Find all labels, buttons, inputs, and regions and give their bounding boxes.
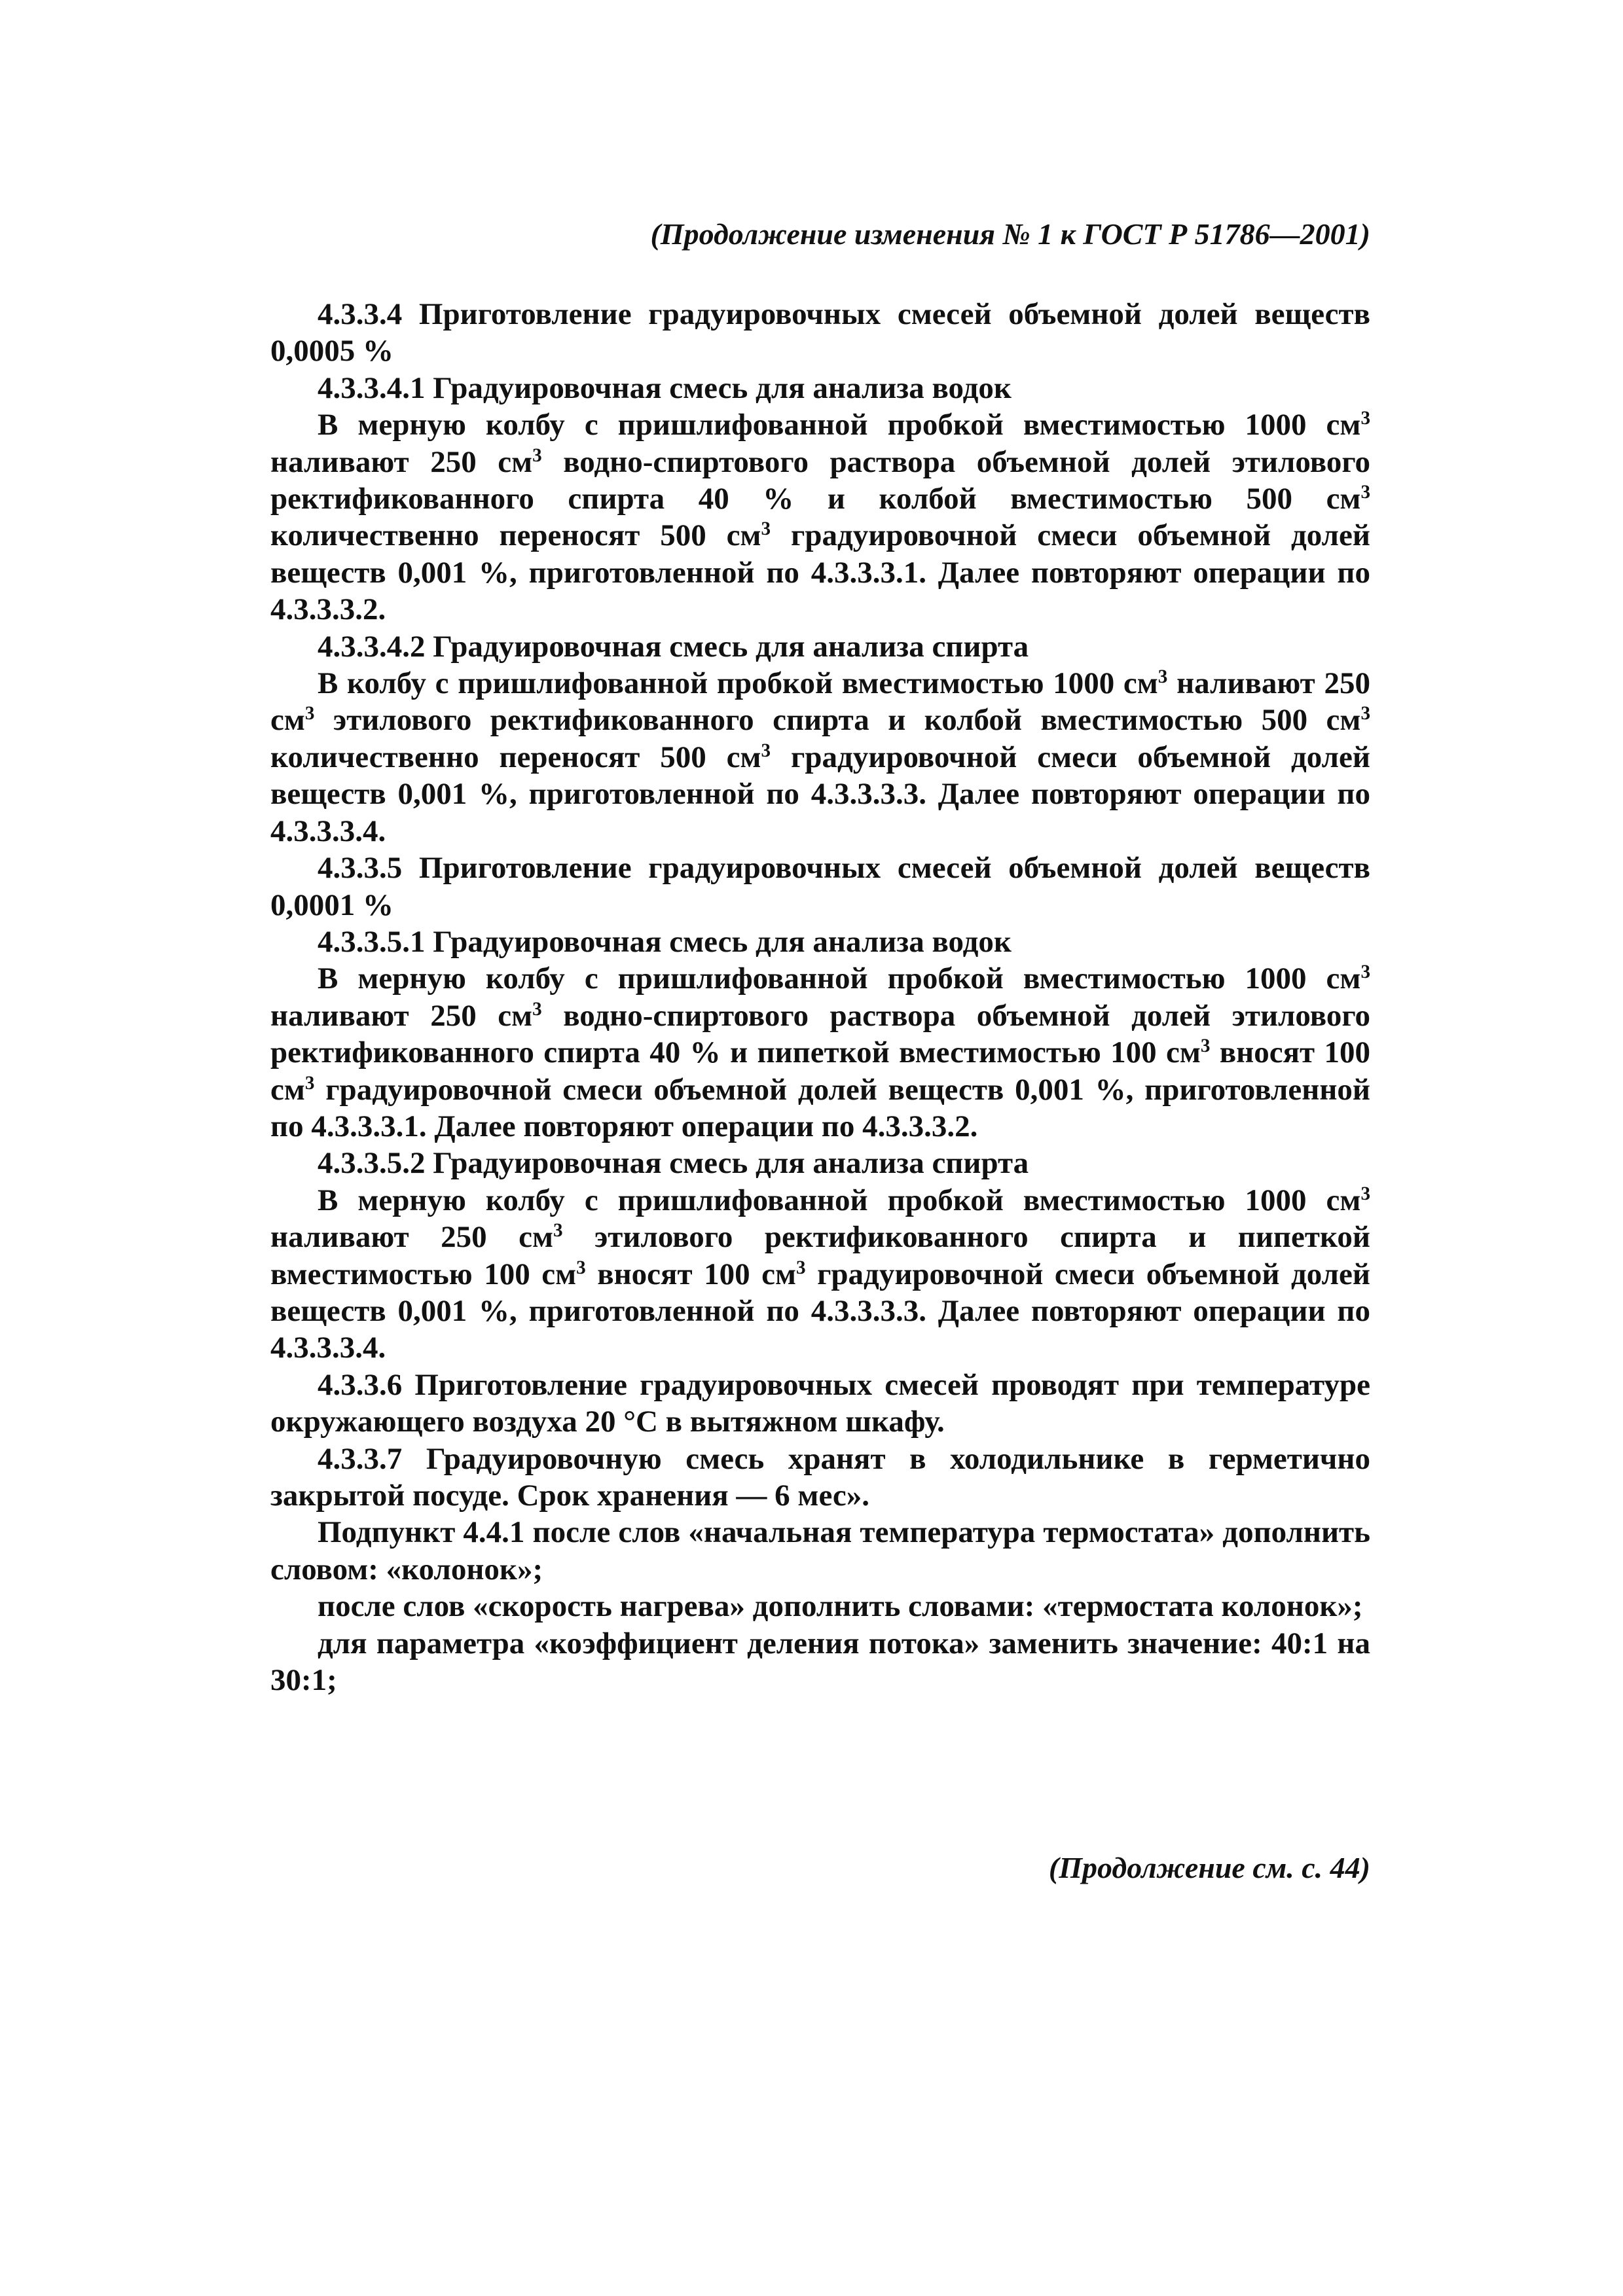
text-run: этилового ректификованного спирта и пипеткой вместимостью 100 см xyxy=(270,1220,1370,1291)
text-run: 4.3.3.4.1 Градуировочная смесь для анализа водок xyxy=(318,370,1012,405)
paragraph xyxy=(270,1182,1370,1367)
text-run: наливают 250 см xyxy=(270,1220,553,1255)
superscript: 3 xyxy=(553,1220,563,1242)
superscript: 3 xyxy=(1360,482,1370,503)
text-run: Подпункт 4.4.1 после слов «начальная температура термостата» дополнить словом: «колонок»; xyxy=(270,1515,1370,1587)
superscript: 3 xyxy=(304,1072,315,1094)
paragraph xyxy=(270,1514,1370,1588)
text-run: В мерную колбу с пришлифованной пробкой вместимостью 1000 см xyxy=(318,1183,1361,1217)
superscript: 3 xyxy=(576,1257,586,1278)
superscript: 3 xyxy=(1360,703,1370,725)
paragraph xyxy=(270,1588,1370,1624)
text-run: градуировочной смеси объемной долей веществ 0,001 %, приготовленной по 4.3.3.3.1. Далее повторяют операции по 4.3.3.3.2. xyxy=(270,518,1370,627)
document-page xyxy=(270,0,1370,2296)
text-run: вносят 100 см xyxy=(270,1035,1370,1107)
paragraph xyxy=(270,370,1370,406)
page-footer: (Продолжение см. с. 44) xyxy=(1048,1851,1370,1884)
text-run: 4.3.3.7 Градуировочную смесь хранят в холодильнике в герметично закрытой посуде. Срок хранения — 6 мес». xyxy=(270,1441,1370,1513)
text-run: после слов «скорость нагрева» дополнить словами: «термостата колонок»; xyxy=(318,1589,1363,1624)
text-run: В мерную колбу с пришлифованной пробкой вместимостью 1000 см xyxy=(318,961,1361,996)
superscript: 3 xyxy=(1360,408,1370,429)
paragraph xyxy=(270,1625,1370,1699)
text-run: 4.3.3.4 Приготовление градуировочных смесей объемной долей веществ 0,0005 % xyxy=(270,297,1370,368)
text-run: 4.3.3.5 Приготовление градуировочных смесей объемной долей веществ 0,0001 % xyxy=(270,851,1370,922)
text-run: градуировочной смеси объемной долей веществ 0,001 %, приготовленной по 4.3.3.3.1. Далее повторяют операции по 4.3.3.3.2. xyxy=(270,1072,1370,1143)
text-run: для параметра «коэффициент деления потока» заменить значение: 40:1 на 30:1; xyxy=(270,1626,1370,1698)
text-run: 4.3.3.6 Приготовление градуировочных смесей проводят при температуре окружающего воздуха 20 °С в вытяжном шкафу. xyxy=(270,1367,1370,1439)
paragraph xyxy=(270,1145,1370,1181)
superscript: 3 xyxy=(304,703,315,725)
superscript: 3 xyxy=(761,518,771,540)
text-run: 4.3.3.5.1 Градуировочная смесь для анализа водок xyxy=(318,924,1012,959)
superscript: 3 xyxy=(795,1257,806,1278)
paragraph xyxy=(270,850,1370,924)
paragraph xyxy=(270,406,1370,628)
text-run: водно-спиртового раствора объемной долей этилового ректификованного спирта 40 % и колбой вместимостью 500 см xyxy=(270,444,1370,516)
text-run: водно-спиртового раствора объемной долей этилового ректификованного спирта 40 % и пипеткой вместимостью 100 см xyxy=(270,998,1370,1070)
paragraph xyxy=(270,1367,1370,1441)
paragraph xyxy=(270,1441,1370,1515)
superscript: 3 xyxy=(532,998,542,1020)
text-run: В колбу с пришлифованной пробкой вместимостью 1000 см xyxy=(318,666,1158,701)
paragraph xyxy=(270,665,1370,850)
text-run: наливают 250 см xyxy=(270,998,533,1033)
text-run: вносят 100 см xyxy=(585,1257,796,1291)
text-run: количественно переносят 500 см xyxy=(270,518,761,553)
superscript: 3 xyxy=(1158,666,1168,688)
text-run: наливают 250 см xyxy=(270,444,533,479)
paragraph xyxy=(270,924,1370,960)
paragraph xyxy=(270,296,1370,370)
paragraph xyxy=(270,628,1370,665)
text-run: В мерную колбу с пришлифованной пробкой вместимостью 1000 см xyxy=(318,408,1361,442)
text-run: градуировочной смеси объемной долей веществ 0,001 %, приготовленной по 4.3.3.3.3. Далее повторяют операции по 4.3.3.3.4. xyxy=(270,740,1370,848)
superscript: 3 xyxy=(761,740,771,761)
superscript: 3 xyxy=(1360,1183,1370,1204)
superscript: 3 xyxy=(1200,1035,1211,1057)
text-run: наливают 250 см xyxy=(270,666,1370,738)
text-run: 4.3.3.4.2 Градуировочная смесь для анализа спирта xyxy=(318,629,1029,664)
paragraph xyxy=(270,960,1370,1145)
superscript: 3 xyxy=(532,444,542,466)
superscript: 3 xyxy=(1360,961,1370,983)
text-run: 4.3.3.5.2 Градуировочная смесь для анализа спирта xyxy=(318,1146,1029,1181)
text-run: количественно переносят 500 см xyxy=(270,740,761,774)
page-header: (Продолжение изменения № 1 к ГОСТ Р 51786—2001) xyxy=(650,217,1370,251)
text-run: градуировочной смеси объемной долей веществ 0,001 %, приготовленной по 4.3.3.3.3. Далее повторяют операции по 4.3.3.3.4. xyxy=(270,1257,1370,1365)
document-body xyxy=(270,296,1370,1698)
text-run: этилового ректификованного спирта и колбой вместимостью 500 см xyxy=(314,703,1361,738)
